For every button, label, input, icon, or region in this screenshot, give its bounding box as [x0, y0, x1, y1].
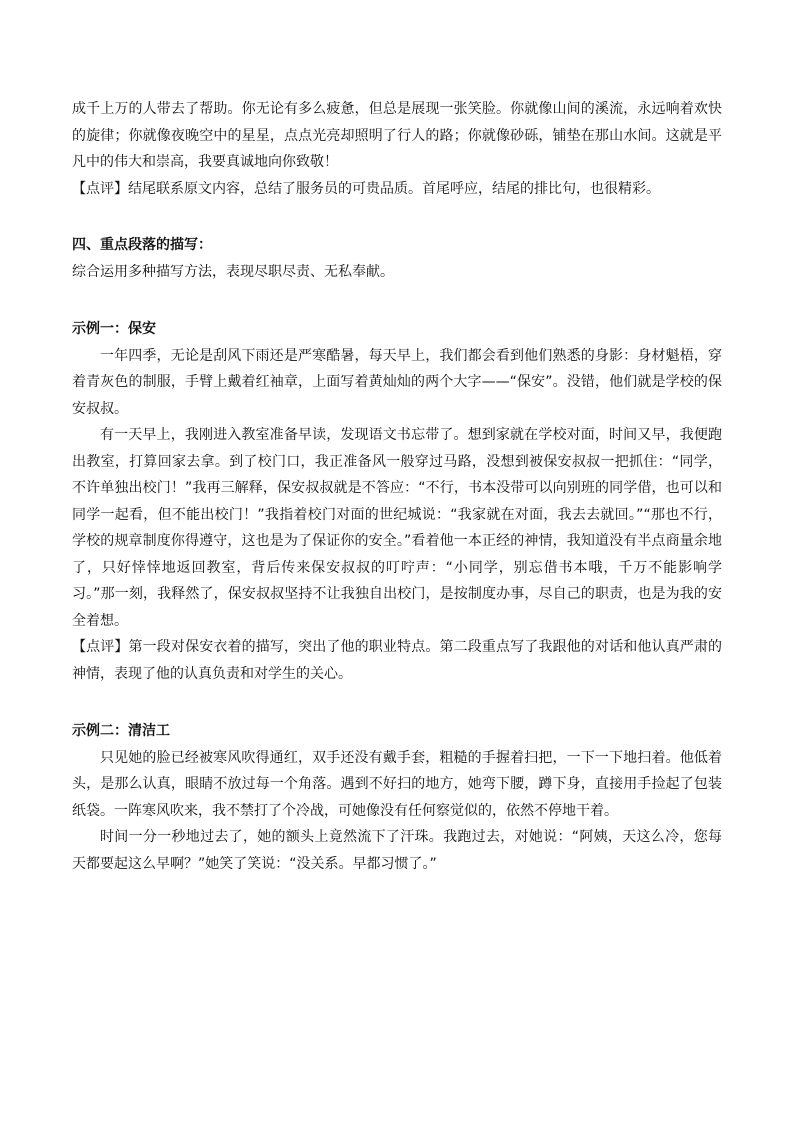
example2-paragraph-2: 时间一分一秒地过去了，她的额头上竟然流下了汗珠。我跑过去，对她说：“阿姨，天这么冷，您每天都要起这么早啊？”她笑了笑说：“没关系。早都习惯了。”	[72, 829, 722, 872]
example2-heading: 示例二：清洁工	[72, 723, 170, 739]
section-heading: 四、重点段落的描写：	[72, 237, 212, 253]
spacer	[72, 202, 722, 232]
example1-comment: 【点评】第一段对保安衣着的描写，突出了他的职业特点。第二段重点写了我跟他的对话和他认真严肃的神情，表现了他的认真负责和对学生的关心。	[72, 639, 722, 682]
example1-paragraph-2: 有一天早上，我刚进入教室准备早读，发现语文书忘带了。想到家就在学校对面，时间又早，我便跑出教室，打算回家去拿。到了校门口，我正准备风一般穿过马路，没想到被保安叔叔一把抓住：“同学，不许单独出校门！”我再三解释，保安叔叔就是不答应：“不行，书本没带可以向别班的同学借，也可以和同学一起看，但不能出校门！”我指着校门对面的世纪城说：“我家就在对面，我去去就回。”“那也不行，学校的规章制度你得遵守，这也是为了保证你的安全。”看着他一本正经的神情，我知道没有半点商量余地了，只好悻悻地返回教室，背后传来保安叔叔的叮咛声：“小同学，别忘借书本哦，千万不能影响学习。”那一刻，我释然了，保安叔叔坚持不让我独自出校门，是按制度办事，尽自己的职责，也是为我的安全着想。	[72, 427, 722, 629]
example2-paragraph-1: 只见她的脸已经被寒风吹得通红，双手还没有戴手套，粗糙的手握着扫把，一下一下地扫着。他低着头，是那么认真，眼睛不放过每一个角落。遇到不好扫的地方，她弯下腰，蹲下身，直接用手捡起了包装纸袋。一阵寒风吹来，我不禁打了个冷战，可她像没有任何察觉似的，依然不停地干着。	[72, 749, 722, 819]
section-description: 综合运用多种描写方法，表现尽职尽责、无私奉献。	[72, 263, 394, 280]
document-body	[72, 96, 722, 877]
spacer	[72, 285, 722, 316]
intro-comment: 【点评】结尾联系原文内容，总结了服务员的可贵品质。首尾呼应，结尾的排比句，也很精彩。	[72, 180, 660, 197]
spacer	[72, 687, 722, 718]
example1-heading: 示例一：保安	[72, 321, 156, 337]
example1-paragraph-1: 一年四季，无论是刮风下雨还是严寒酷暑，每天早上，我们都会看到他们熟悉的身影：身材魁梧，穿着青灰色的制服，手臂上戴着红袖章，上面写着黄灿灿的两个大字——“保安”。没错，他们就是学校的保安叔叔。	[72, 347, 722, 417]
intro-paragraph: 成千上万的人带去了帮助。你无论有多么疲惫，但总是展现一张笑脸。你就像山间的溪流，永远响着欢快的旋律；你就像夜晚空中的星星，点点光亮却照明了行人的路；你就像砂砾，铺垫在那山水间。这就是平凡中的伟大和崇高，我要真诚地向你致敬！	[72, 101, 722, 170]
